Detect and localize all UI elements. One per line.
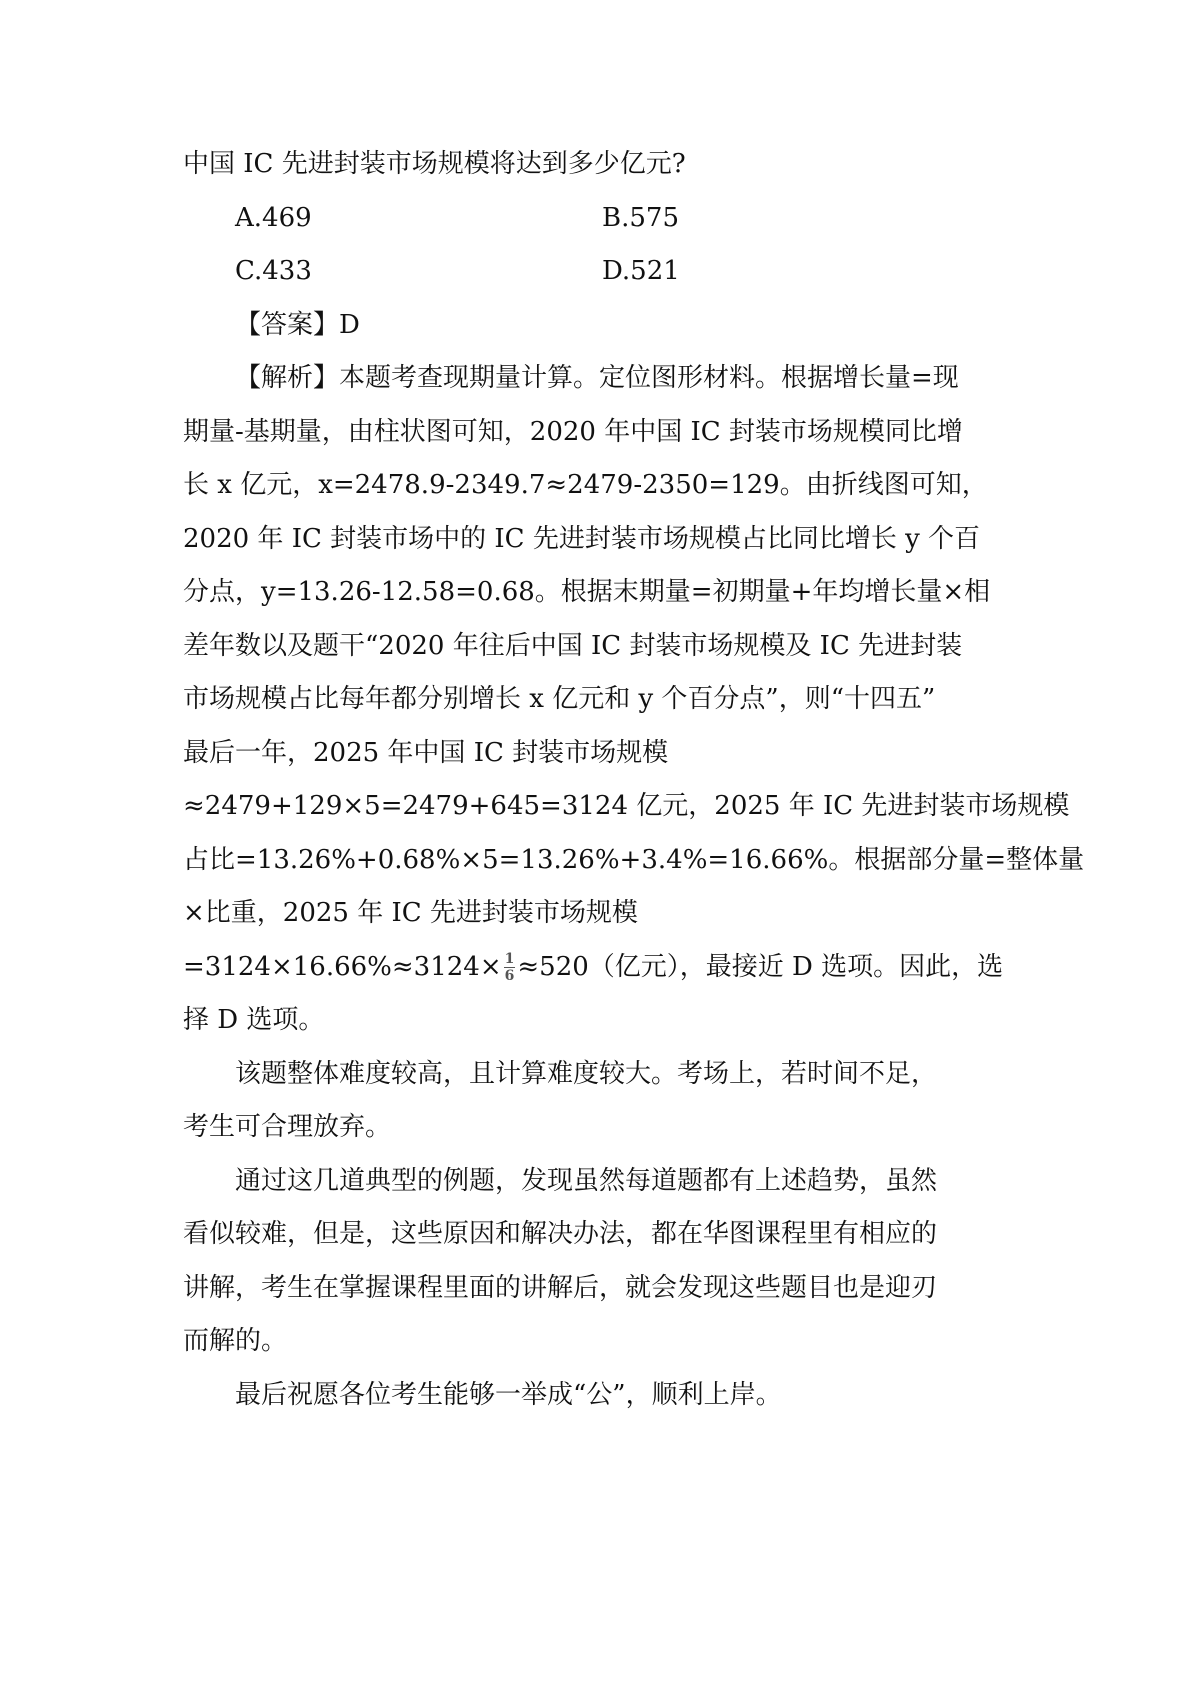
option-a: A.469 [235,202,312,233]
analysis-line: 【解析】本题考查现期量计算。定位图形材料。根据增长量=现 [235,363,959,393]
fraction-denominator: 6 [504,968,515,984]
option-c: C.433 [235,256,312,286]
analysis-line: ×比重，2025 年 IC 先进封装市场规模 [183,898,638,928]
analysis-line: 2020 年 IC 封装市场中的 IC 先进封装市场规模占比同比增长 y 个百 [183,523,981,554]
summary-line: 讲解，考生在掌握课程里面的讲解后，就会发现这些题目也是迎刃 [183,1272,938,1303]
analysis-line: 期量-基期量，由柱状图可知，2020 年中国 IC 封装市场规模同比增 [183,416,963,447]
fraction-numerator: 1 [504,951,515,967]
document-body [183,138,1085,1422]
fraction-line-before: =3124×16.66%≈3124× [183,951,502,982]
summary-line: 而解的。 [183,1326,288,1356]
closing-line: 最后祝愿各位考生能够一举成“公”，顺利上岸。 [235,1379,782,1410]
summary-line: 通过这几道典型的例题，发现虽然每道题都有上述趋势，虽然 [235,1165,938,1196]
analysis-line: ≈2479+129×5=2479+645=3124 亿元，2025 年 IC 先进封装市场规模 [183,791,1070,821]
analysis-line: 最后一年，2025 年中国 IC 封装市场规模 [183,737,669,768]
summary-line: 看似较难，但是，这些原因和解决办法，都在华图课程里有相应的 [183,1219,938,1249]
analysis-line: 差年数以及题干“2020 年往后中国 IC 封装市场规模及 IC 先进封装 [183,630,963,661]
analysis-final-line: 择 D 选项。 [183,1005,325,1035]
analysis-line: 占比=13.26%+0.68%×5=13.26%+3.4%=16.66%。根据部分量=整体量 [183,844,1085,875]
analysis-line: 市场规模占比每年都分别增长 x 亿元和 y 个百分点”，则“十四五” [183,684,936,714]
option-b: B.575 [602,202,679,233]
difficulty-paragraph [183,1048,1013,1155]
answer-line: 【答案】D [235,309,360,340]
analysis-paragraph [183,352,1085,1048]
analysis-line: 长 x 亿元，x=2478.9-2349.7≈2479-2350=129。由折线图可知， [183,470,988,500]
difficulty-line: 该题整体难度较高，且计算难度较大。考场上，若时间不足， [235,1058,938,1089]
options-row-1 [183,192,1013,246]
option-d: D.521 [602,256,680,286]
summary-paragraph [183,1155,1013,1369]
one-sixth-fraction [504,952,516,983]
analysis-fraction-line [183,941,1013,995]
options-row-2 [183,245,1013,299]
analysis-line: 分点，y=13.26-12.58=0.68。根据末期量=初期量+年均增长量×相 [183,577,991,607]
difficulty-line: 考生可合理放弃。 [183,1112,392,1142]
fraction-line-after: ≈520（亿元），最接近 D 选项。因此，选 [517,951,1004,982]
question-stem: 中国 IC 先进封装市场规模将达到多少亿元? [183,149,686,179]
